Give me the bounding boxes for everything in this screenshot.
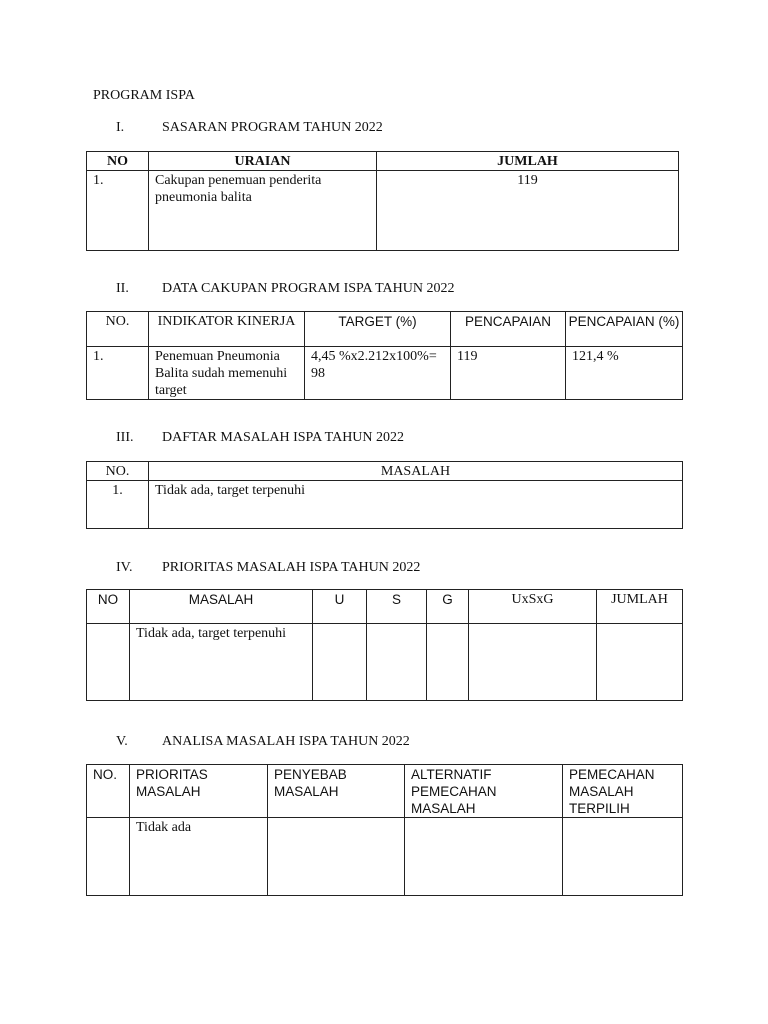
cell-u xyxy=(313,624,367,701)
section-3-number: III. xyxy=(116,430,134,445)
header-g: G xyxy=(427,590,469,624)
section-2-number: II. xyxy=(116,281,129,296)
header-alternatif: ALTERNATIF PEMECAHAN MASALAH xyxy=(405,765,563,818)
cell-terpilih xyxy=(563,818,683,896)
table-sasaran xyxy=(86,151,679,251)
cell-jumlah: 119 xyxy=(377,171,679,251)
header-indikator: INDIKATOR KINERJA xyxy=(149,312,305,347)
section-2-title: DATA CAKUPAN PROGRAM ISPA TAHUN 2022 xyxy=(162,281,455,296)
header-target: TARGET (%) xyxy=(305,312,451,347)
header-terpilih: PEMECAHAN MASALAH TERPILIH xyxy=(563,765,683,818)
table-row xyxy=(87,818,683,896)
cell-pencapaian-persen: 121,4 % xyxy=(566,347,683,400)
section-4-title: PRIORITAS MASALAH ISPA TAHUN 2022 xyxy=(162,560,421,575)
table-row xyxy=(87,624,683,701)
table-daftar-masalah xyxy=(86,461,683,529)
header-no: NO. xyxy=(87,765,130,818)
cell-s xyxy=(367,624,427,701)
header-uxsxg: UxSxG xyxy=(469,590,597,624)
header-penyebab: PENYEBAB MASALAH xyxy=(268,765,405,818)
section-5-number: V. xyxy=(116,734,128,749)
header-pencapaian-persen: PENCAPAIAN (%) xyxy=(566,312,683,347)
cell-alternatif xyxy=(405,818,563,896)
header-masalah: MASALAH xyxy=(149,462,683,481)
cell-masalah: Tidak ada, target terpenuhi xyxy=(149,481,683,529)
cell-prioritas: Tidak ada xyxy=(130,818,268,896)
cell-no: 1. xyxy=(87,481,149,529)
header-s: S xyxy=(367,590,427,624)
cell-no: 1. xyxy=(87,347,149,400)
cell-uraian: Cakupan penemuan penderita pneumonia balita xyxy=(149,171,377,251)
cell-uxsxg xyxy=(469,624,597,701)
header-pencapaian: PENCAPAIAN xyxy=(451,312,566,347)
cell-g xyxy=(427,624,469,701)
cell-target: 4,45 %x2.212x100%= 98 xyxy=(305,347,451,400)
section-1-number: I. xyxy=(116,120,125,135)
header-uraian: URAIAN xyxy=(149,152,377,171)
header-masalah: MASALAH xyxy=(130,590,313,624)
table-row xyxy=(87,347,683,400)
header-jumlah: JUMLAH xyxy=(377,152,679,171)
cell-penyebab xyxy=(268,818,405,896)
cell-no: 1. xyxy=(87,171,149,251)
header-u: U xyxy=(313,590,367,624)
cell-no xyxy=(87,818,130,896)
cell-pencapaian: 119 xyxy=(451,347,566,400)
page-title: PROGRAM ISPA xyxy=(93,88,195,103)
section-4-number: IV. xyxy=(116,560,133,575)
section-5-title: ANALISA MASALAH ISPA TAHUN 2022 xyxy=(162,734,410,749)
section-1-title: SASARAN PROGRAM TAHUN 2022 xyxy=(162,120,383,135)
table-row xyxy=(87,171,679,251)
header-no: NO xyxy=(87,152,149,171)
header-prioritas: PRIORITAS MASALAH xyxy=(130,765,268,818)
table-cakupan xyxy=(86,311,683,400)
table-analisa-masalah xyxy=(86,764,683,896)
cell-masalah: Tidak ada, target terpenuhi xyxy=(130,624,313,701)
table-row xyxy=(87,481,683,529)
cell-no xyxy=(87,624,130,701)
header-no: NO. xyxy=(87,462,149,481)
header-no: NO xyxy=(87,590,130,624)
header-no: NO. xyxy=(87,312,149,347)
cell-jumlah xyxy=(597,624,683,701)
section-3-title: DAFTAR MASALAH ISPA TAHUN 2022 xyxy=(162,430,405,445)
cell-indikator: Penemuan Pneumonia Balita sudah memenuhi target xyxy=(149,347,305,400)
table-prioritas-masalah xyxy=(86,589,683,701)
header-jumlah: JUMLAH xyxy=(597,590,683,624)
